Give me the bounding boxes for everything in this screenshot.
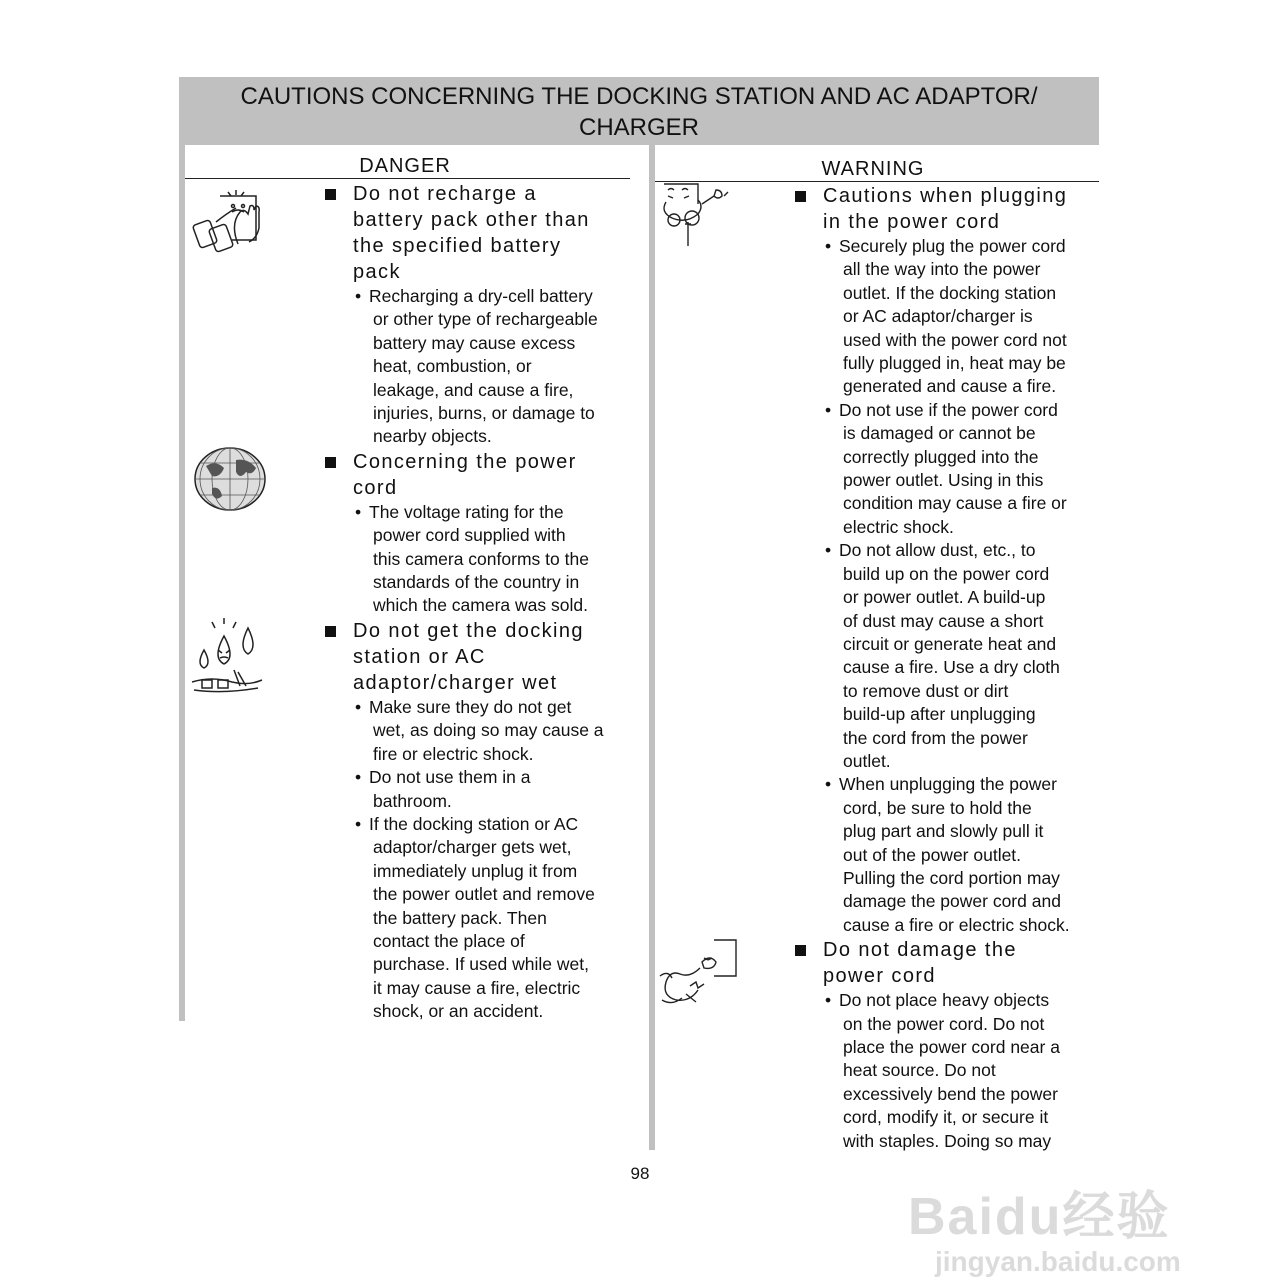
bullet-paragraph [795,773,1105,937]
bullet-paragraph [795,399,1105,539]
bullet-line: If the docking station or AC [369,813,579,834]
bullet-line: electric shock. [843,516,954,537]
bullet-line: Do not allow dust, etc., to [839,540,1036,561]
bullet-line: power outlet. Using in this [843,470,1044,491]
heading-line: Cautions when plugging [823,185,1068,207]
bullet-line: battery may cause excess [373,332,576,353]
title-line: CAUTIONS CONCERNING THE DOCKING STATION AND AC ADAPTOR/ [240,83,1038,110]
bullet-paragraph [325,285,645,449]
bullet-line: correctly plugged into the [843,446,1039,467]
heading-line: power cord [823,965,936,988]
bullet-dot: • [825,399,832,420]
bullet-line: or other type of rechargeable [373,309,598,330]
bullet-line: standards of the country in [373,572,580,593]
bullet-line: cause a fire or electric shock. [843,914,1070,935]
bullet-dot: • [825,540,832,561]
watermark-logo: Baidu经验 [908,1188,1171,1246]
bullet-paragraph [795,539,1105,773]
bullet-line: place the power cord near a [843,1037,1060,1057]
bullet-line: contact the place of [373,930,525,951]
bullet-line: circuit or generate heat and [843,633,1057,654]
bullet-paragraph [325,766,645,813]
bullet-line: outlet. If the docking station [843,282,1057,303]
heading-line: cord [353,476,398,499]
bullet-line: condition may cause a fire or [843,493,1067,514]
bullet-line: it may cause a fire, electric [373,977,581,998]
bullet-dot: • [825,990,832,1011]
heading-line: battery pack other than [353,209,590,231]
bullet-paragraph [795,235,1105,399]
warning-column [795,183,1105,1153]
bullet-line: Do not use if the power cord [839,399,1058,420]
bullet-paragraph [325,501,645,618]
caution-item [325,618,645,1024]
caution-item [795,183,1105,937]
bullet-line: or power outlet. A build-up [843,587,1046,608]
damaged-cord-icon [656,936,738,1010]
caution-heading [325,449,645,501]
bullet-line: nearby objects. [373,426,492,447]
bullet-line: purchase. If used while wet, [373,954,589,975]
bullet-line: plug part and slowly pull it [843,821,1044,842]
bullet-line: all the way into the power [843,259,1041,280]
bullet-line: the power outlet and remove [373,884,595,905]
section-title [179,81,1099,143]
heading-line: Do not get the docking [353,619,584,642]
bullet-line: Securely plug the power cord [839,236,1066,256]
bullet-paragraph [795,989,1105,1153]
bullet-line: immediately unplug it from [373,860,578,881]
water-drops-icon [188,616,268,696]
bullet-line: this camera conforms to the [373,548,589,569]
bullet-line: or AC adaptor/charger is [843,306,1033,327]
heading-line: Concerning the power [353,450,577,473]
bullet-line: heat source. Do not [843,1060,996,1081]
column-divider [649,145,655,1150]
danger-column [325,181,645,1024]
bullet-line: Do not place heavy objects [839,990,1050,1011]
bullet-line: the cord from the power [843,727,1028,748]
page-number: 98 [630,1164,650,1183]
bullet-line: wet, as doing so may cause a [373,720,604,741]
warning-title: WARNING [821,158,925,180]
bullet-line: Do not use them in a [369,767,531,788]
hands-stop-battery-icon [188,182,268,254]
bullet-line: When unplugging the power [839,774,1057,795]
bullet-line: used with the power cord not [843,329,1067,350]
bullet-line: adaptor/charger gets wet, [373,837,572,858]
bullet-line: leakage, and cause a fire, [373,379,574,400]
square-bullet-icon [795,191,806,202]
bullet-dot: • [355,501,362,522]
caution-heading [325,181,645,285]
bullet-line: damage the power cord and [843,891,1061,912]
square-bullet-icon [795,945,806,956]
left-border [179,145,185,1021]
bullet-paragraph [325,813,645,1024]
caution-heading [325,618,645,696]
bullet-line: shock, or an accident. [373,1001,544,1022]
bullet-line: which the camera was sold. [373,595,588,616]
bullet-dot: • [355,813,362,834]
caution-item [325,181,645,449]
bullet-dot: • [355,767,362,788]
bullet-line: on the power cord. Do not [843,1013,1045,1034]
caution-heading [795,937,1105,989]
danger-title: DANGER [359,155,451,177]
bullet-line: bathroom. [373,790,452,811]
section-header [179,77,1099,145]
watermark-url: jingyan.baidu.com [935,1246,1181,1277]
bullet-line: excessively bend the power [843,1083,1058,1104]
bullet-dot: • [825,236,832,256]
bullet-line: Recharging a dry-cell battery [369,286,593,306]
heading-line: in the power cord [823,211,1001,233]
bullet-line: cord, be sure to hold the [843,797,1032,818]
square-bullet-icon [325,189,336,200]
bullet-dot: • [355,696,362,717]
bullet-line: of dust may cause a short [843,610,1044,631]
heading-line: the specified battery [353,235,562,257]
bullet-line: fire or electric shock. [373,743,534,764]
bullet-line: Make sure they do not get [369,696,572,717]
bullet-line: build-up after unplugging [843,704,1036,725]
bullet-dot: • [825,774,832,795]
bullet-line: fully plugged in, heat may be [843,353,1066,374]
bullet-dot: • [355,286,362,306]
bullet-paragraph [325,696,645,766]
heading-line: station or AC [353,645,486,668]
bullet-line: the battery pack. Then [373,907,547,928]
square-bullet-icon [325,626,336,637]
bullet-line: heat, combustion, or [373,356,532,377]
bullet-line: power cord supplied with [373,525,566,546]
danger-rule [185,178,630,179]
bullet-line: Pulling the cord portion may [843,867,1060,888]
caution-item [795,937,1105,1153]
bullet-line: generated and cause a fire. [843,376,1057,397]
bullet-line: is damaged or cannot be [843,423,1036,444]
heading-line: pack [353,261,401,283]
heading-line: Do not damage the [823,939,1017,962]
bullet-line: build up on the power cord [843,563,1050,584]
caution-heading [795,183,1105,235]
bullet-line: cord, modify it, or secure it [843,1107,1049,1128]
heading-line: adaptor/charger wet [353,671,558,694]
square-bullet-icon [325,457,336,468]
caution-item [325,449,645,618]
bullet-line: outlet. [843,750,891,771]
bullet-line: with staples. Doing so may [843,1130,1052,1151]
bullet-line: out of the power outlet. [843,844,1022,865]
bullet-line: to remove dust or dirt [843,680,1009,701]
globe-icon [192,446,268,512]
title-line: CHARGER [578,114,699,141]
bullet-line: The voltage rating for the [369,501,564,522]
plug-outlet-icon [658,182,738,248]
bullet-line: cause a fire. Use a dry cloth [843,657,1060,678]
bullet-line: injuries, burns, or damage to [373,403,595,424]
heading-line: Do not recharge a [353,183,537,205]
